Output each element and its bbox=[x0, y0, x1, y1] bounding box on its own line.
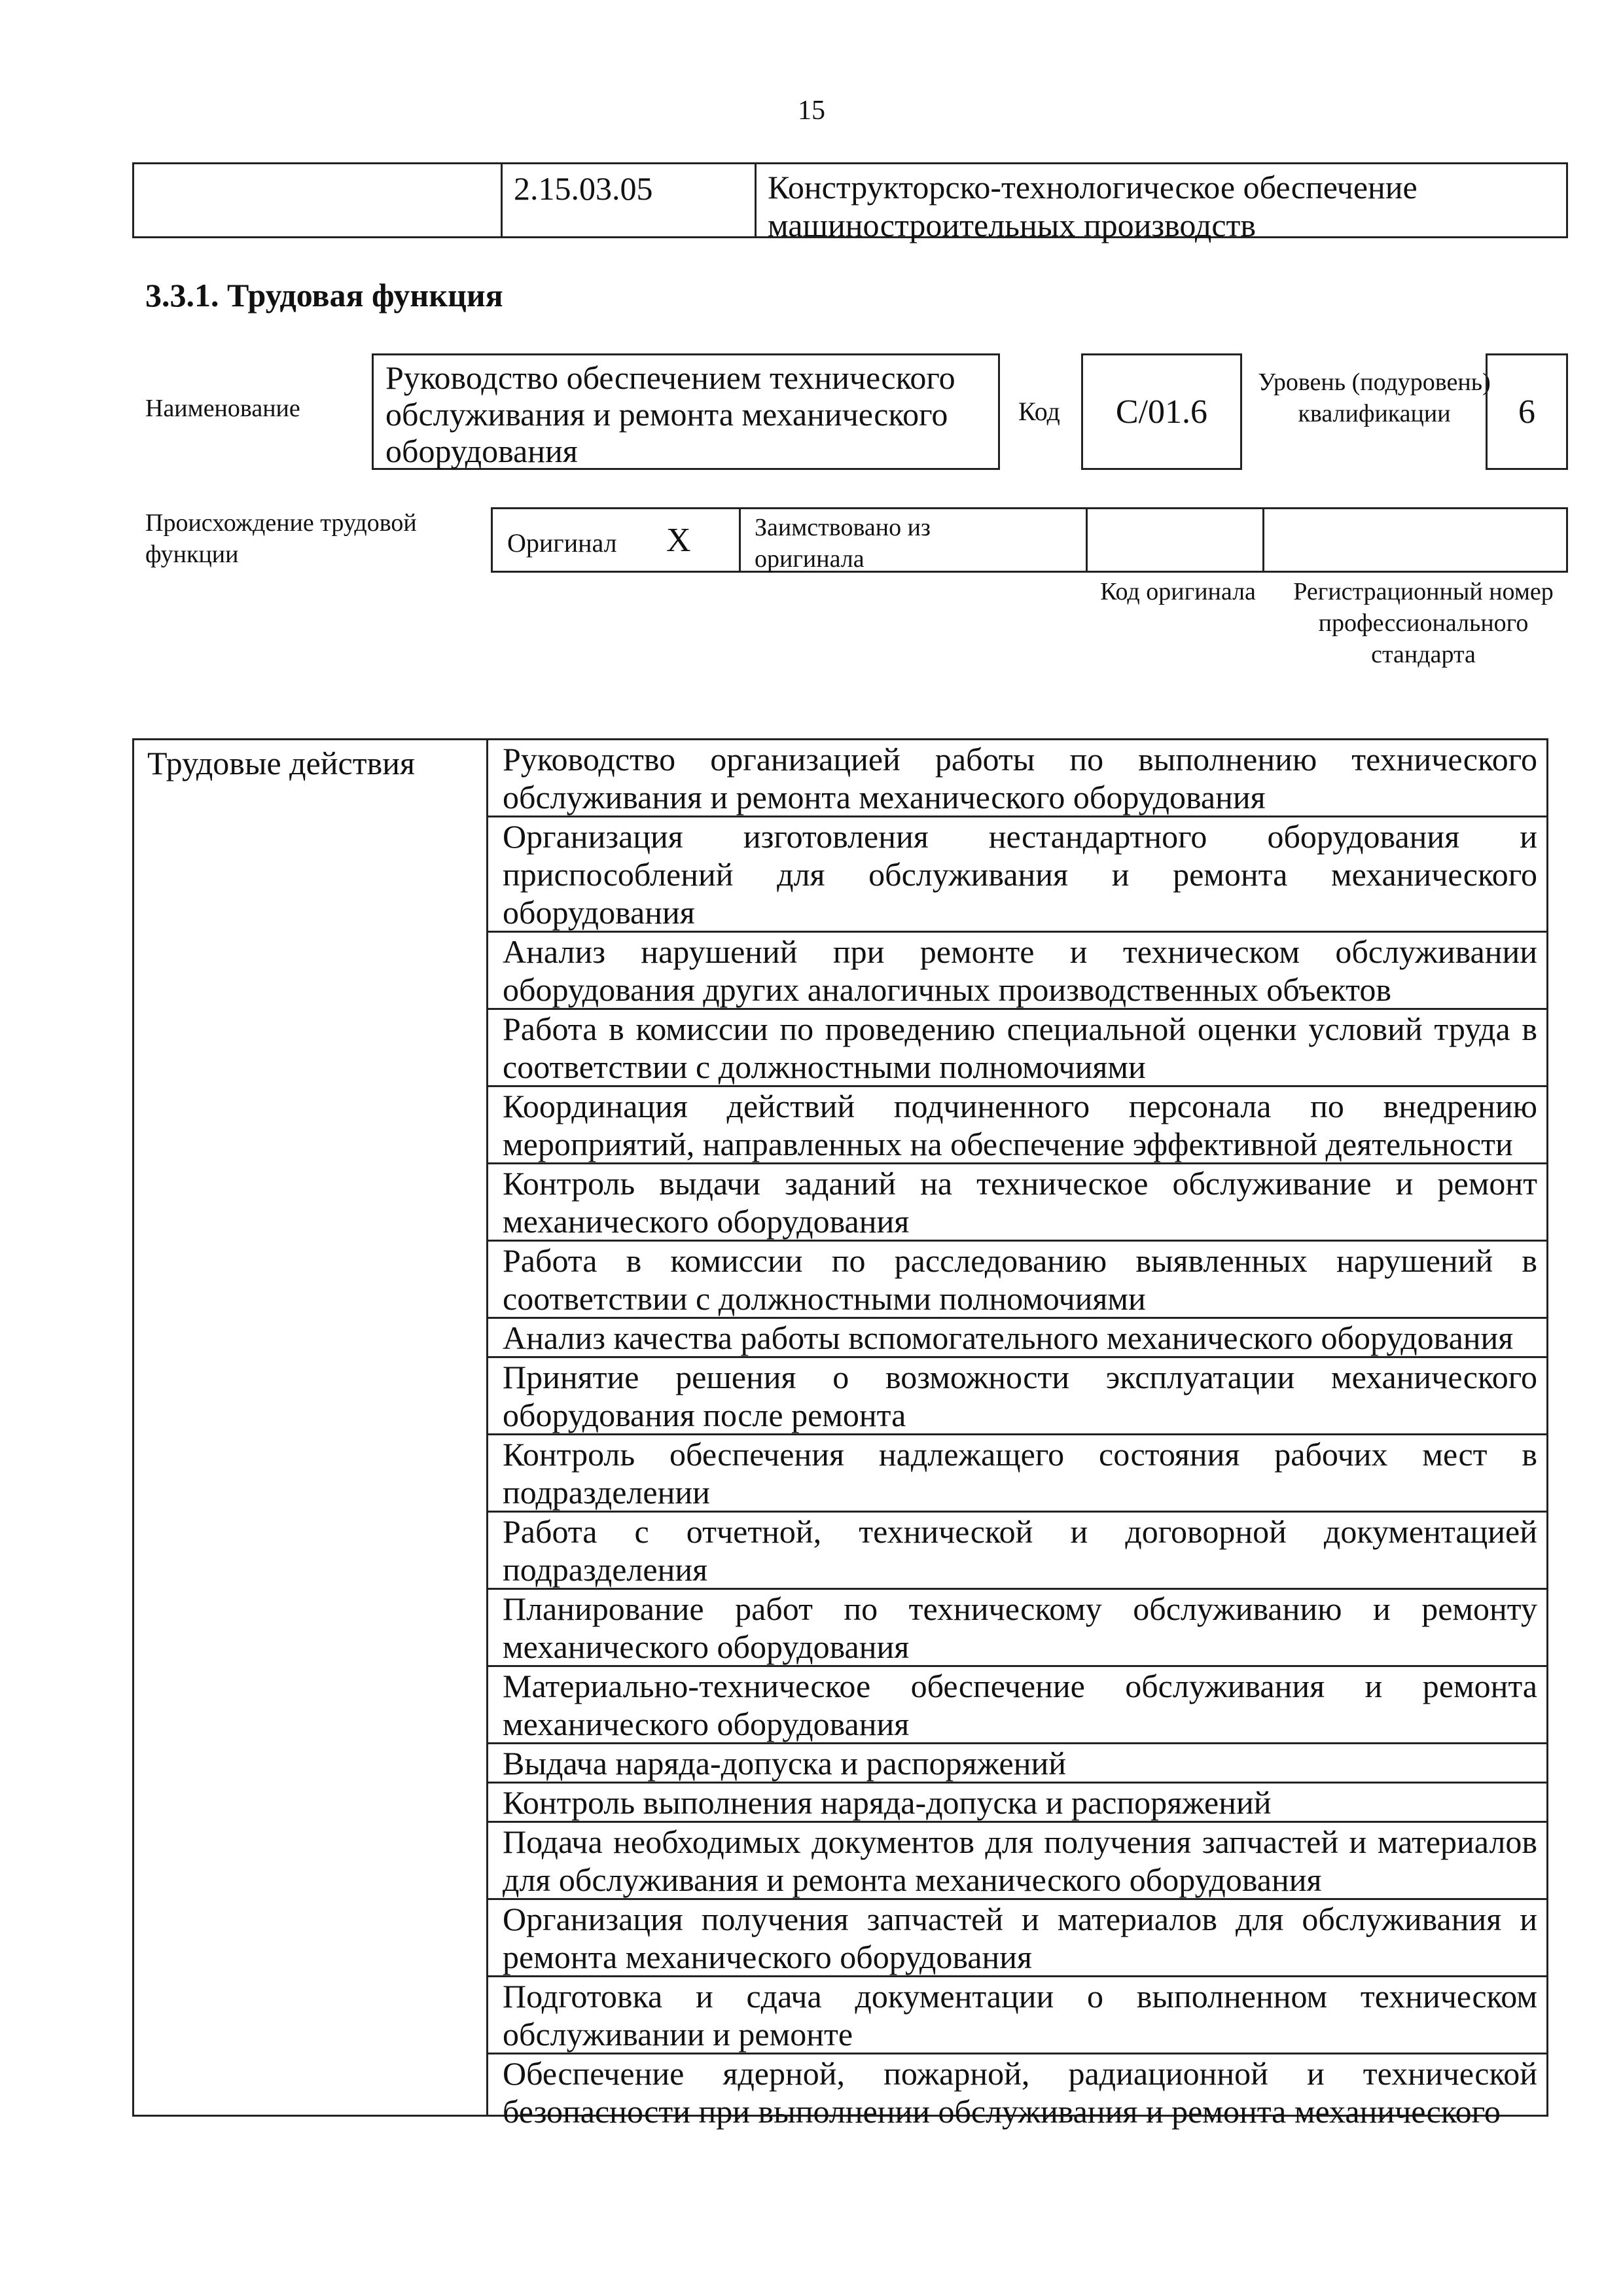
labor-action-row: Контроль выдачи заданий на техническое обслуживание и ремонт механического оборудования bbox=[488, 1164, 1546, 1242]
labor-action-row: Руководство организацией работы по выполнению технического обслуживания и ремонта механического оборудования bbox=[488, 740, 1546, 817]
labor-action-row: Планирование работ по техническому обслуживанию и ремонту механического оборудования bbox=[488, 1590, 1546, 1667]
function-name-box: Руководство обеспечением технического обслуживания и ремонта механического оборудования bbox=[372, 353, 1000, 470]
original-label: Оригинал bbox=[507, 528, 617, 558]
labor-actions-table bbox=[132, 738, 1548, 2130]
column-divider bbox=[501, 164, 503, 236]
labor-actions-list bbox=[488, 740, 1546, 2132]
labor-action-row: Выдача наряда-допуска и распоряжений bbox=[488, 1744, 1546, 1784]
labor-action-row: Работа с отчетной, технической и договорной документацией подразделения bbox=[488, 1513, 1546, 1590]
labor-action-row: Организация изготовления нестандартного оборудования и приспособлений для обслуживания и ремонта механического оборудования bbox=[488, 817, 1546, 933]
labor-actions-label: Трудовые действия bbox=[147, 745, 415, 781]
cell-divider bbox=[1086, 509, 1088, 571]
specialty-code: 2.15.03.05 bbox=[514, 170, 653, 207]
labor-action-row: Обеспечение ядерной, пожарной, радиационной и технической безопасности при выполнении обслуживания и ремонта механического bbox=[503, 2055, 1537, 2130]
code-label: Код bbox=[1018, 397, 1060, 426]
specialty-name: Конструкторско-технологическое обеспечение машиностроительных производств bbox=[768, 169, 1418, 243]
cell-divider bbox=[739, 509, 741, 571]
origin-label: Происхождение трудовой функции bbox=[145, 509, 417, 568]
cell-divider bbox=[1262, 509, 1264, 571]
previous-table-continuation bbox=[132, 162, 1568, 243]
qualification-level-label: Уровень (подуровень) квалификации bbox=[1258, 368, 1491, 427]
labor-action-row: Подготовка и сдача документации о выполненном техническом обслуживании и ремонте bbox=[488, 1977, 1546, 2054]
labor-action-row: Работа в комиссии по расследованию выявленных нарушений в соответствии с должностными полномочиями bbox=[488, 1242, 1546, 1319]
labor-action-row: Контроль обеспечения надлежащего состояния рабочих мест в подразделении bbox=[488, 1435, 1546, 1513]
labor-action-row: Анализ нарушений при ремонте и техническом обслуживании оборудования других аналогичных производственных объектов bbox=[488, 933, 1546, 1010]
function-code-box: С/01.6 bbox=[1081, 353, 1242, 470]
labor-action-row: Материально-техническое обеспечение обслуживания и ремонта механического оборудования bbox=[488, 1667, 1546, 1744]
labor-action-row: Подача необходимых документов для получения запчастей и материалов для обслуживания и ремонта механического оборудования bbox=[488, 1823, 1546, 1900]
labor-action-row: Работа в комиссии по проведению специальной оценки условий труда в соответствии с должностными полномочиями bbox=[488, 1010, 1546, 1087]
labor-action-row: Принятие решения о возможности эксплуатации механического оборудования после ремонта bbox=[488, 1358, 1546, 1435]
original-mark: Х bbox=[666, 522, 691, 559]
column-divider bbox=[755, 164, 757, 236]
labor-action-row: Координация действий подчиненного персонала по внедрению мероприятий, направленных на обеспечение эффективной деятельности bbox=[488, 1087, 1546, 1164]
labor-action-row: Организация получения запчастей и материалов для обслуживания и ремонта механического оборудования bbox=[488, 1900, 1546, 1977]
labor-action-row: Анализ качества работы вспомогательного механического оборудования bbox=[488, 1319, 1546, 1358]
name-label: Наименование bbox=[145, 395, 300, 422]
original-code-caption: Код оригинала bbox=[1100, 578, 1256, 605]
origin-table bbox=[491, 507, 1568, 573]
qualification-level-box: 6 bbox=[1486, 353, 1568, 470]
labor-action-row: Контроль выполнения наряда-допуска и распоряжений bbox=[488, 1784, 1546, 1823]
registration-number-caption: Регистрационный номер профессионального стандарта bbox=[1293, 578, 1554, 668]
borrowed-label: Заимствовано из оригинала bbox=[755, 514, 931, 573]
section-title: 3.3.1. Трудовая функция bbox=[145, 277, 503, 314]
page-number: 15 bbox=[798, 96, 825, 126]
